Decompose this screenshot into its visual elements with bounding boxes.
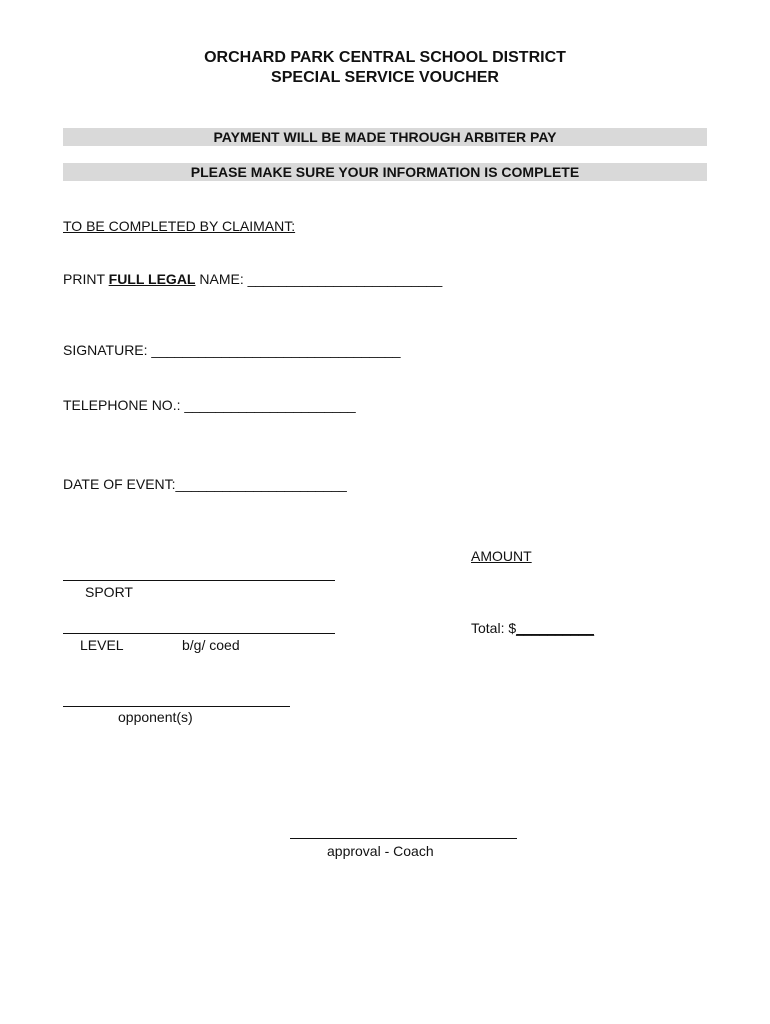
opponent-line[interactable] <box>63 706 290 707</box>
district-title: ORCHARD PARK CENTRAL SCHOOL DISTRICT <box>204 49 566 66</box>
legal-name-field[interactable] <box>63 271 442 288</box>
legal-name-prefix: PRINT <box>63 271 109 287</box>
amount-heading: AMOUNT <box>471 548 532 564</box>
total-label: Total: $ <box>471 620 517 636</box>
opponent-label: opponent(s) <box>118 709 193 725</box>
level-label: LEVEL <box>80 637 124 653</box>
sport-label: SPORT <box>85 584 133 600</box>
claimant-heading: TO BE COMPLETED BY CLAIMANT: <box>63 218 296 234</box>
level-line[interactable] <box>63 633 335 634</box>
sport-line[interactable] <box>63 580 335 581</box>
date-of-event-field[interactable]: DATE OF EVENT:______________________ <box>63 476 347 492</box>
coach-approval-line[interactable] <box>290 838 517 839</box>
gender-label: b/g/ coed <box>182 637 240 653</box>
total-field[interactable] <box>471 620 594 637</box>
telephone-field[interactable]: TELEPHONE NO.: ______________________ <box>63 397 356 413</box>
payment-banner: PAYMENT WILL BE MADE THROUGH ARBITER PAY <box>63 128 707 146</box>
total-blank: __________ <box>516 620 595 636</box>
signature-field[interactable]: SIGNATURE: ________________________________ <box>63 342 401 358</box>
complete-info-banner: PLEASE MAKE SURE YOUR INFORMATION IS COMPLETE <box>63 163 707 181</box>
legal-name-suffix: NAME: _________________________ <box>195 271 443 287</box>
legal-name-emphasis: FULL LEGAL <box>108 271 196 287</box>
coach-approval-label: approval - Coach <box>327 843 434 859</box>
voucher-title: SPECIAL SERVICE VOUCHER <box>271 69 499 86</box>
